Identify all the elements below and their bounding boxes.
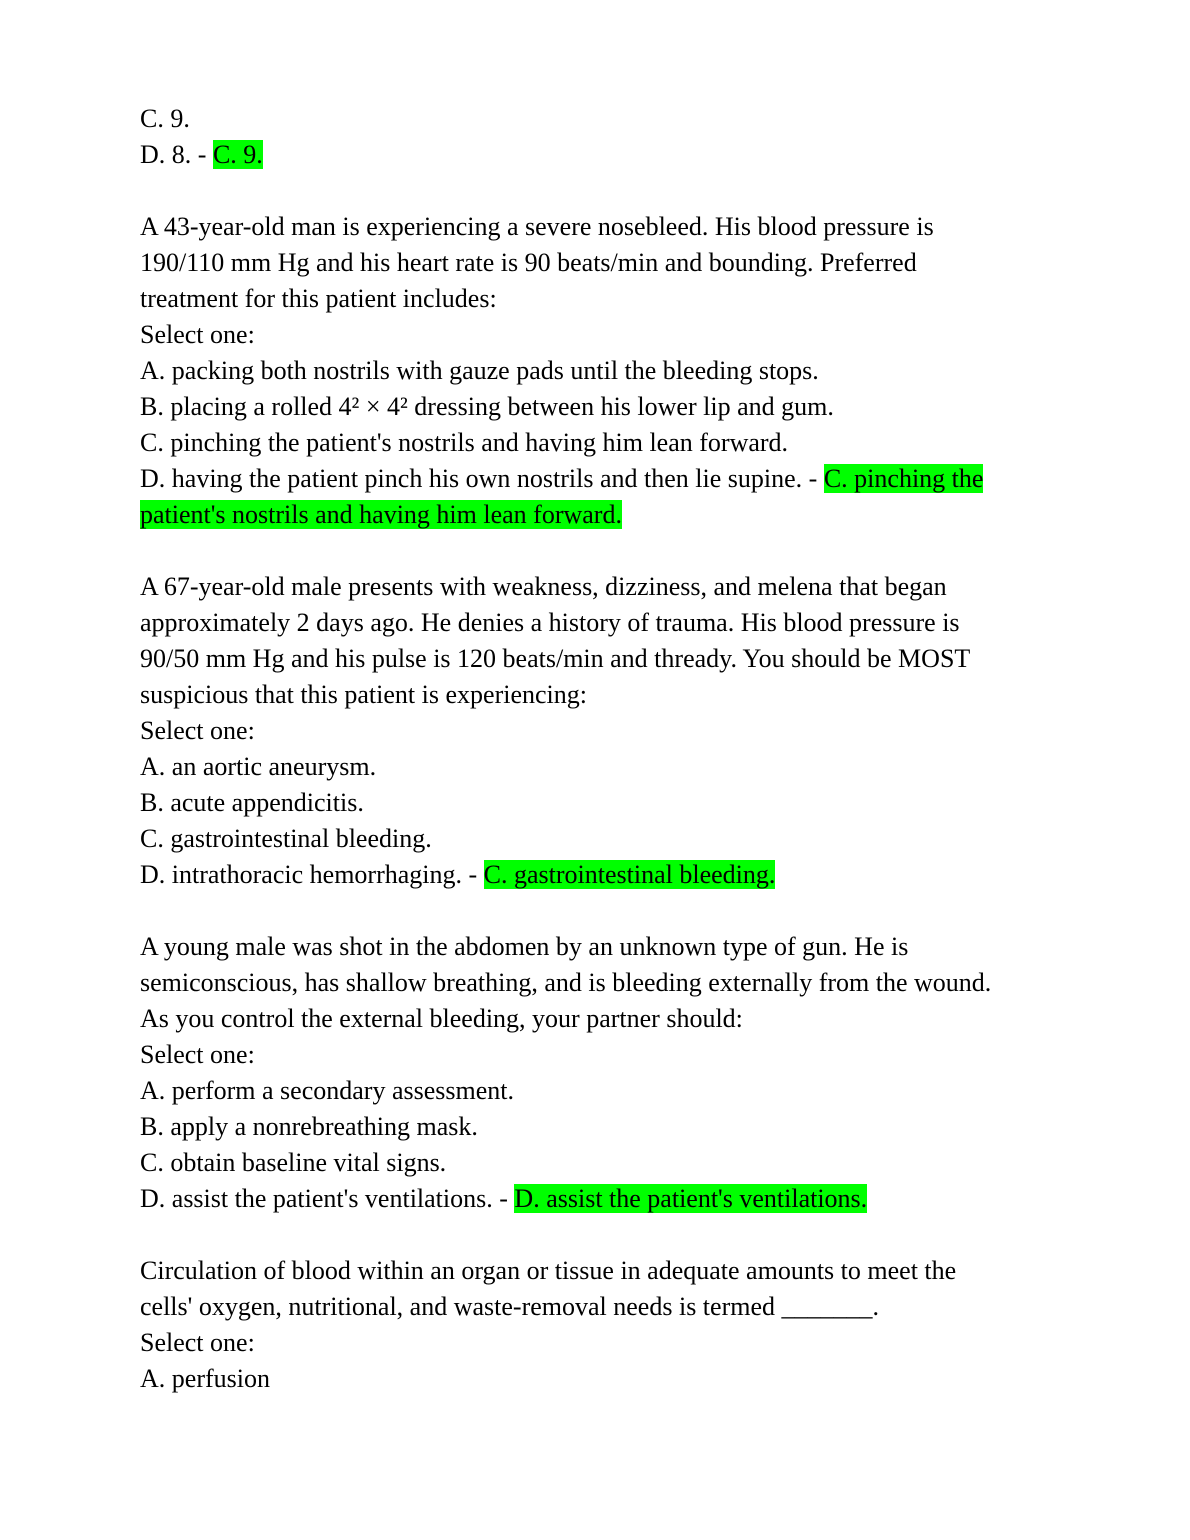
spacer — [140, 1217, 1040, 1253]
question-stem-line: 190/110 mm Hg and his heart rate is 90 beats/min and bounding. Preferred — [140, 248, 917, 277]
question-gunshot — [140, 929, 1040, 1217]
question-stem-line: A 43-year-old man is experiencing a severe nosebleed. His blood pressure is — [140, 212, 934, 241]
option-c: C. gastrointestinal bleeding. — [140, 824, 432, 853]
spacer — [140, 533, 1040, 569]
answer-continuation — [140, 497, 1040, 533]
spacer — [140, 893, 1040, 929]
question-stem-line: treatment for this patient includes: — [140, 284, 497, 313]
option-d-text: D. 8. - — [140, 140, 213, 169]
option-d — [140, 137, 1040, 173]
option-a: A. perform a secondary assessment. — [140, 1076, 514, 1105]
option-d — [140, 1181, 1040, 1217]
option-a: A. packing both nostrils with gauze pads until the bleeding stops. — [140, 356, 819, 385]
option-b: B. apply a nonrebreathing mask. — [140, 1112, 478, 1141]
question-fragment — [140, 101, 1040, 173]
question-stem-line: approximately 2 days ago. He denies a history of trauma. His blood pressure is — [140, 608, 960, 637]
question-perfusion — [140, 1253, 1040, 1397]
spacer — [140, 173, 1040, 209]
question-stem-line: 90/50 mm Hg and his pulse is 120 beats/min and thready. You should be MOST — [140, 644, 971, 673]
option-c: C. 9. — [140, 104, 190, 133]
option-d-text: D. assist the patient's ventilations. - — [140, 1184, 515, 1213]
question-stem-line: As you control the external bleeding, your partner should: — [140, 1004, 743, 1033]
option-d-text: D. intrathoracic hemorrhaging. - — [140, 860, 484, 889]
option-d — [140, 461, 1040, 497]
answer-highlight: C. gastrointestinal bleeding. — [483, 860, 776, 889]
select-one-label: Select one: — [140, 716, 255, 745]
answer-highlight: patient's nostrils and having him lean forward. — [140, 500, 622, 529]
answer-highlight: C. pinching the — [823, 464, 984, 493]
answer-highlight: D. assist the patient's ventilations. — [514, 1184, 868, 1213]
option-c: C. obtain baseline vital signs. — [140, 1148, 447, 1177]
question-stem-line: semiconscious, has shallow breathing, and is bleeding externally from the wound. — [140, 968, 992, 997]
question-stem-line: cells' oxygen, nutritional, and waste-removal needs is termed _______. — [140, 1292, 879, 1321]
select-one-label: Select one: — [140, 1040, 255, 1069]
question-melena — [140, 569, 1040, 893]
select-one-label: Select one: — [140, 1328, 255, 1357]
option-c: C. pinching the patient's nostrils and having him lean forward. — [140, 428, 789, 457]
option-d-text: D. having the patient pinch his own nostrils and then lie supine. - — [140, 464, 824, 493]
question-stem-line: suspicious that this patient is experiencing: — [140, 680, 587, 709]
question-nosebleed — [140, 209, 1040, 533]
document-page — [140, 101, 1040, 1397]
question-stem-line: A 67-year-old male presents with weakness, dizziness, and melena that began — [140, 572, 947, 601]
option-d — [140, 857, 1040, 893]
option-a: A. perfusion — [140, 1364, 270, 1393]
option-b: B. placing a rolled 4² × 4² dressing between his lower lip and gum. — [140, 392, 834, 421]
option-b: B. acute appendicitis. — [140, 788, 364, 817]
question-stem-line: A young male was shot in the abdomen by an unknown type of gun. He is — [140, 932, 909, 961]
select-one-label: Select one: — [140, 320, 255, 349]
option-a: A. an aortic aneurysm. — [140, 752, 377, 781]
question-stem-line: Circulation of blood within an organ or tissue in adequate amounts to meet the — [140, 1256, 957, 1285]
answer-highlight: C. 9. — [212, 140, 263, 169]
